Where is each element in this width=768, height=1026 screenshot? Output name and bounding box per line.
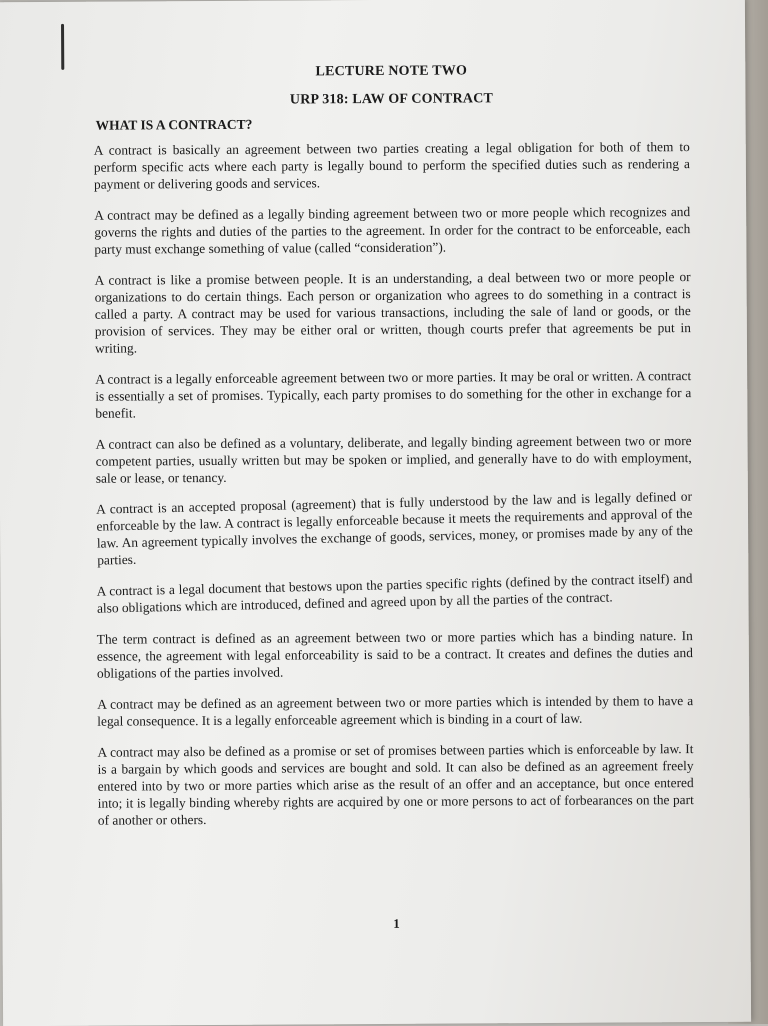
paragraph: A contract can also be defined as a voluntary, deliberate, and legally binding agreement between two or more competent parties, usually written but may be spoken or implied, and generally have to do with employment, sale or lease, or tenancy. [95,433,692,486]
paragraph: A contract is like a promise between people. It is an understanding, a deal between two or more people or organizations to do certain things. Each person or organization who agrees to do something in a contract is called a party. A contract may be used for various transactions, including the sale of land or goods, or the provision of services. They may be either oral or written, though courts prefer that agreements be put in writing. [94,269,691,356]
course-title: URP 318: LAW OF CONTRACT [289,91,494,108]
document-title: LECTURE NOTE TWO [315,63,468,80]
paragraph: A contract is a legally enforceable agreement between two or more parties. It may be oral or written. A contract is essentially a set of promises. Typically, each party promises to do something for the other in exchange for a benefit. [95,368,692,421]
paragraph: A contract is basically an agreement between two parties creating a legal obligation for both of them to perform specific acts where each party is legally bound to perform the specified duties such as rendering a payment or delivering goods and services. [93,139,690,192]
paragraph: A contract may also be defined as a promise or set of promises between parties which is enforceable by law. It is a bargain by which goods and services are bought and sold. It can also be defined as an agreement freely entered into by two or more parties which arise as the result of an offer and an acceptance, but once entered into; it is legally binding whereby rights are acquired by one or more persons to act of forbearances on the part of another or others. [97,741,694,828]
paragraph: A contract may be defined as an agreement between two or more parties which is intended by them to have a legal consequence. It is a legally enforceable agreement which is binding in a court of law. [97,693,694,729]
document-body [93,62,694,931]
paragraph: A contract is a legal document that bestows upon the parties specific rights (defined by the contract itself) and also obligations which are introduced, defined and agreed upon by all the parties of the contract. [96,570,693,616]
section-heading: WHAT IS A CONTRACT? [95,116,253,133]
pen-mark [61,24,64,70]
page-number: 1 [393,915,400,931]
paragraph: A contract is an accepted proposal (agreement) that is fully understood by the law and is legally defined or enforceable by the law. A contract is legally enforceable because it meets the requirements and approval of the law. An agreement typically involves the exchange of goods, services, money, or promises made by any of the parties. [95,488,693,568]
paragraph: The term contract is defined as an agreement between two or more parties which has a binding nature. In essence, the agreement with legal enforceability is said to be a contract. It creates and defines the duties and obligations of the parties involved. [96,628,693,681]
paragraph: A contract may be defined as a legally binding agreement between two or more people which recognizes and governs the rights and duties of the parties to the agreement. In order for the contract to be enforceable, each party must exchange something of value (called “consideration”). [94,204,691,257]
